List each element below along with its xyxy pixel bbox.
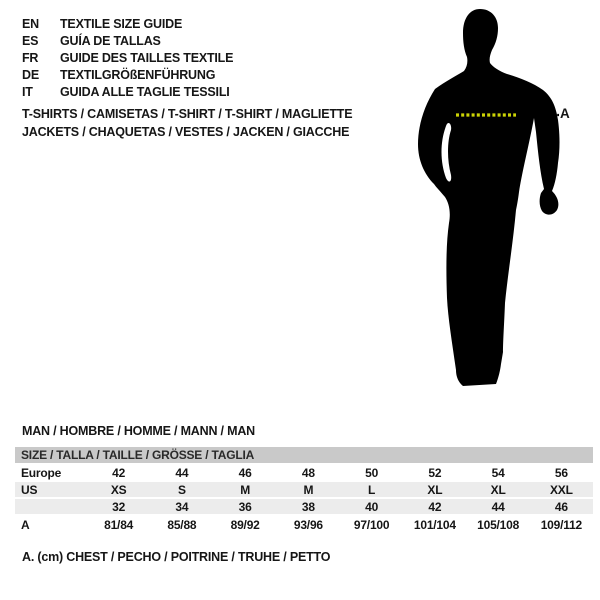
size-cell: XXL bbox=[530, 481, 593, 498]
size-cell: M bbox=[277, 481, 340, 498]
section-heading-man: MAN / HOMBRE / HOMME / MANN / MAN bbox=[22, 424, 255, 438]
size-cell: 109/112 bbox=[530, 515, 593, 534]
size-table-header: SIZE / TALLA / TAILLE / GRÖSSE / TAGLIA bbox=[15, 447, 593, 464]
size-cell: 42 bbox=[87, 464, 150, 481]
row-label: US bbox=[15, 481, 87, 498]
size-cell: 40 bbox=[340, 498, 403, 515]
size-cell: 44 bbox=[150, 464, 213, 481]
size-cell: 46 bbox=[214, 464, 277, 481]
size-cell: 85/88 bbox=[150, 515, 213, 534]
size-table-header-row bbox=[15, 447, 593, 464]
language-code: EN bbox=[22, 17, 39, 31]
category-line: T-SHIRTS / CAMISETAS / T-SHIRT / T-SHIRT / MAGLIETTE bbox=[22, 107, 353, 121]
table-row bbox=[15, 515, 593, 534]
size-cell: S bbox=[150, 481, 213, 498]
footnote-chest: A. (cm) CHEST / PECHO / POITRINE / TRUHE / PETTO bbox=[22, 550, 331, 564]
table-row bbox=[15, 498, 593, 515]
size-cell: 54 bbox=[467, 464, 530, 481]
size-cell: 50 bbox=[340, 464, 403, 481]
size-cell: 36 bbox=[214, 498, 277, 515]
man-silhouette bbox=[418, 9, 560, 386]
language-label: TEXTILGRÖßENFÜHRUNG bbox=[60, 68, 216, 82]
size-cell: 97/100 bbox=[340, 515, 403, 534]
size-cell: 32 bbox=[87, 498, 150, 515]
size-cell: L bbox=[340, 481, 403, 498]
measure-label-a: A bbox=[560, 106, 570, 121]
size-cell: XL bbox=[467, 481, 530, 498]
language-label: GUÍA DE TALLAS bbox=[60, 34, 161, 48]
size-cell: 46 bbox=[530, 498, 593, 515]
size-cell: 89/92 bbox=[214, 515, 277, 534]
language-label: GUIDE DES TAILLES TEXTILE bbox=[60, 51, 234, 65]
table-row bbox=[15, 481, 593, 498]
size-cell: 44 bbox=[467, 498, 530, 515]
language-label: TEXTILE SIZE GUIDE bbox=[60, 17, 183, 31]
row-label bbox=[15, 498, 87, 515]
row-label: Europe bbox=[15, 464, 87, 481]
size-table bbox=[15, 447, 593, 535]
size-cell: 81/84 bbox=[87, 515, 150, 534]
language-code: ES bbox=[22, 34, 39, 48]
size-cell: 34 bbox=[150, 498, 213, 515]
size-cell: XS bbox=[87, 481, 150, 498]
size-table-body bbox=[15, 447, 593, 534]
size-cell: 52 bbox=[403, 464, 466, 481]
size-cell: 56 bbox=[530, 464, 593, 481]
size-cell: 105/108 bbox=[467, 515, 530, 534]
language-code: FR bbox=[22, 51, 39, 65]
language-code: DE bbox=[22, 68, 39, 82]
table-row bbox=[15, 464, 593, 481]
size-cell: M bbox=[214, 481, 277, 498]
language-code: IT bbox=[22, 85, 33, 99]
size-cell: XL bbox=[403, 481, 466, 498]
size-cell: 93/96 bbox=[277, 515, 340, 534]
category-line: JACKETS / CHAQUETAS / VESTES / JACKEN / GIACCHE bbox=[22, 124, 350, 139]
language-label: GUIDA ALLE TAGLIE TESSILI bbox=[60, 85, 230, 99]
size-cell: 42 bbox=[403, 498, 466, 515]
size-cell: 38 bbox=[277, 498, 340, 515]
size-cell: 101/104 bbox=[403, 515, 466, 534]
size-cell: 48 bbox=[277, 464, 340, 481]
row-label: A bbox=[15, 515, 87, 534]
